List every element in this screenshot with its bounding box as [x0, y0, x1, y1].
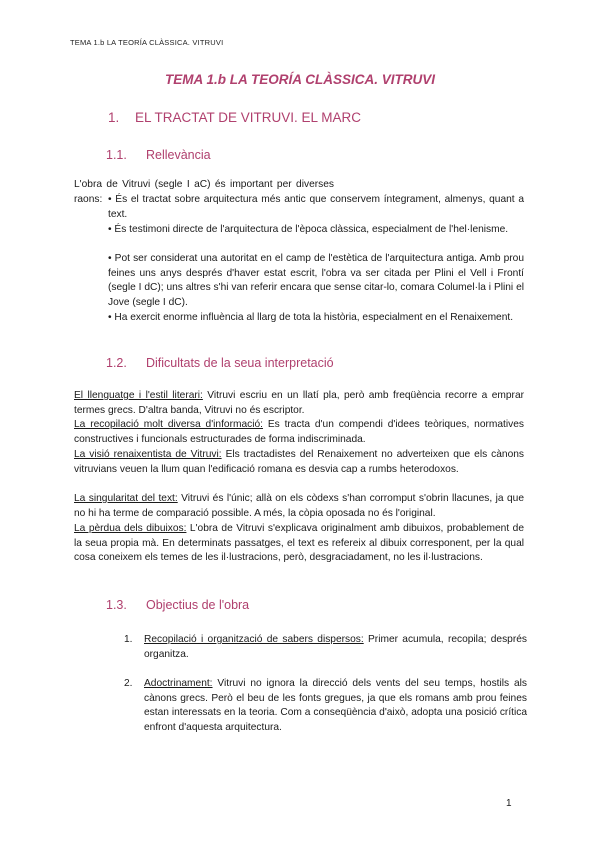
difficulty-2-label: La recopilació molt diversa d'informació: [74, 419, 263, 430]
difficulty-5-text: L'obra de Vitruvi s'explicava originalment amb dibuixos, probablement de la seua propia mà. En determinats passatges, el text es refereix al dibuix corresponent, per la qual cosa coneixem els temes de les il·lustracions, però, desgraciadament, no les il·lustracions. [74, 523, 524, 564]
page-number: 1 [506, 798, 512, 809]
relevance-bullet-3: • Pot ser considerat una autoritat en el camp de l'estètica de l'arquitectura antiga. Amb prou feines uns anys després d'haver estat escrit, l'obra va ser citada per Plini el Vell i Frontí (segle I dC); uns altres s'hi van referir encara que sense citar-lo, comara Columel·la i Plini el Jove (segle I dC). [108, 253, 524, 308]
difficulty-2 [74, 418, 524, 447]
section-1-title: EL TRACTAT DE VITRUVI. EL MARC [135, 110, 362, 125]
document-title: TEMA 1.b LA TEORÍA CLÀSSICA. VITRUVI [164, 72, 435, 87]
difficulty-1-label: El llenguatge i l'estil literari: [74, 390, 203, 401]
difficulty-3-text: Els tractadistes del Renaixement no adverteixen que els cànons vitruvians veuen la llum quan l'edificació romana es desvia cap a rumbs heterodoxos. [74, 449, 524, 475]
difficulty-2-text: Es tracta d'un compendi d'idees teòriques, normatives constructives i funcionals estructurades de forma indiscriminada. [74, 419, 524, 445]
objective-1-text: Primer acumula, recopila; després organitza. [144, 634, 527, 660]
subsection-1-1-title: Rellevància [146, 148, 211, 162]
difficulty-1 [74, 389, 524, 418]
subsection-1-3-number: 1.3. [106, 598, 127, 612]
difficulty-1-text: Vitruvi escriu en un llatí pla, però amb freqüència recorre a emprar termes grecs. D'altra banda, Vitruvi no és escriptor. [74, 390, 524, 416]
difficulty-4 [74, 492, 524, 521]
objective-2-body [144, 677, 527, 735]
subsection-1-2-number: 1.2. [106, 356, 127, 370]
relevance-bullet-1: • És el tractat sobre arquitectura més antic que conservem íntegrament, almenys, quant a text. [108, 194, 524, 220]
relevance-bullet-4: • Ha exercit enorme influència al llarg de tota la història, especialment en el Renaixement. [108, 312, 514, 323]
objective-1-body [144, 633, 527, 662]
difficulty-5-label: La pèrdua dels dibuixos: [74, 523, 187, 534]
objective-1-label: Recopilació i organització de sabers dispersos: [144, 634, 364, 645]
difficulty-3 [74, 448, 524, 477]
running-header: TEMA 1.b LA TEORÍA CLÀSSICA. VITRUVI [70, 38, 224, 47]
objective-2-number: 2. [124, 678, 133, 689]
difficulty-3-label: La visió renaixentista de Vitruvi: [74, 449, 222, 460]
difficulty-4-label: La singularitat del text: [74, 493, 178, 504]
subsection-1-2-title: Dificultats de la seua interpretació [146, 356, 334, 370]
objective-1-number: 1. [124, 634, 133, 645]
difficulty-4-text: Vitruvi és l'únic; allà on els còdexs s'han corromput s'obrin llacunes, ja que no hi ha terme de comparació possible. A més, la còpia oposada no és l'original. [74, 493, 525, 519]
relevance-bullet-2: • És testimoni directe de l'arquitectura de l'època clàssica, especialment de l'hel·lenisme. [108, 224, 509, 235]
section-1-number: 1. [108, 110, 120, 125]
subsection-1-1-number: 1.1. [106, 148, 127, 162]
objective-2-text: Vitruvi no ignora la direcció dels vents del seu temps, hostils als cànons grecs. Però el beu de les fonts gregues, ja que els romans amb prou feines estan interessats en la teoria. Com a conseqüència d'això, adopta una posició crítica enfront d'aquesta arquitectura. [144, 678, 527, 733]
objective-2-label: Adoctrinament: [144, 678, 213, 689]
difficulty-5 [74, 522, 524, 566]
relevance-intro: L'obra de Vitruvi (segle I aC) és important per diverses raons: [74, 179, 334, 205]
subsection-1-3-title: Objectius de l'obra [146, 598, 250, 612]
